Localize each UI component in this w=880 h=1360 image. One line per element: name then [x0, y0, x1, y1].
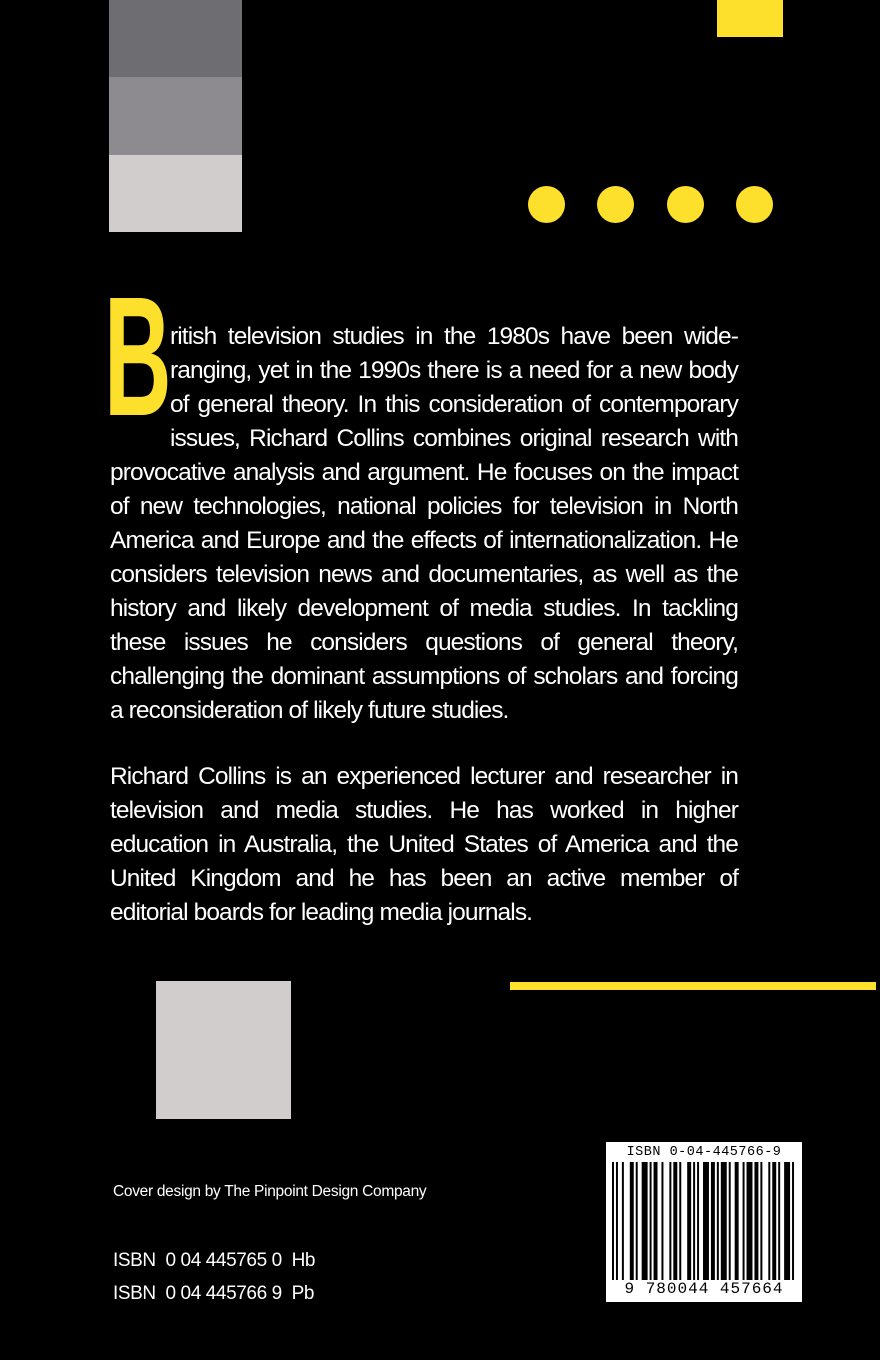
drop-cap: B — [104, 262, 172, 452]
barcode-bar — [654, 1162, 658, 1296]
barcode-bar — [703, 1162, 709, 1296]
barcode-isbn-label: ISBN 0-04-445766-9 — [626, 1145, 782, 1160]
barcode-bar — [636, 1162, 638, 1296]
isbn-paperback: ISBN 0 04 445766 9 Pb — [113, 1283, 315, 1304]
yellow-dot-4 — [736, 186, 773, 223]
barcode-bar — [679, 1162, 681, 1296]
barcode-bar — [661, 1162, 663, 1296]
barcode-bar — [778, 1162, 780, 1296]
yellow-dot-3 — [667, 186, 704, 223]
isbn-hardback: ISBN 0 04 445765 0 Hb — [113, 1250, 316, 1271]
barcode-bar — [784, 1162, 790, 1296]
barcode-bar — [721, 1162, 727, 1296]
yellow-dot-1 — [528, 186, 565, 223]
barcode-bar — [747, 1162, 753, 1296]
yellow-dot-2 — [597, 186, 634, 223]
barcode-bar — [768, 1162, 770, 1296]
gray-swatch-dark — [109, 0, 242, 77]
barcode-bars — [612, 1162, 796, 1296]
description-paragraph-1 — [104, 262, 738, 728]
barcode-bar — [642, 1162, 648, 1296]
description-paragraph-2: Richard Collins is an experienced lecturer and researcher in television and media studies. He has worked in higher education in Australia, the United States of America and the United Kingdom and he has been an active member of editorial boards for leading media journals. — [110, 763, 738, 926]
barcode-bar — [772, 1162, 776, 1296]
barcode-bar — [612, 1162, 614, 1296]
gray-swatch-mid — [109, 77, 242, 155]
yellow-block — [717, 0, 783, 37]
barcode-bar — [711, 1162, 715, 1296]
barcode-bar — [729, 1162, 731, 1296]
barcode-bar — [697, 1162, 699, 1296]
barcode-bar — [687, 1162, 691, 1296]
barcode-bar — [650, 1162, 652, 1296]
barcode-bar — [622, 1162, 624, 1296]
barcode-bar — [693, 1162, 695, 1296]
paragraph-1-text: ritish television studies in the 1980s have been wide-ranging, yet in the 1990s there is a need for a new body of general theory. In this consideration of contemporary issues, Richard Collins combines original research with provocative analysis and argument. He focuses on the impact of new technologies, national policies for television in North America and Europe and the effects of internationalization. He considers television news and documentaries, as well as the history and likely development of media studies. In tackling these issues he considers questions of general theory, challenging the dominant assumptions of scholars and forcing a reconsideration of likely future studies. — [110, 323, 738, 724]
yellow-rule — [510, 982, 876, 990]
barcode-bar — [717, 1162, 719, 1296]
barcode-bar — [792, 1162, 794, 1296]
barcode-bar — [754, 1162, 758, 1296]
barcode — [606, 1142, 802, 1302]
barcode-bar — [669, 1162, 671, 1296]
barcode-bar — [616, 1162, 618, 1296]
barcode-bar — [673, 1162, 677, 1296]
barcode-bar — [735, 1162, 739, 1296]
cover-design-credit: Cover design by The Pinpoint Design Company — [113, 1183, 427, 1200]
gray-swatch-light — [109, 155, 242, 232]
barcode-bar — [630, 1162, 634, 1296]
barcode-ean-number: 9 780044 457664 — [606, 1280, 802, 1298]
barcode-bar — [760, 1162, 762, 1296]
barcode-bar — [743, 1162, 745, 1296]
gray-square — [156, 981, 291, 1119]
